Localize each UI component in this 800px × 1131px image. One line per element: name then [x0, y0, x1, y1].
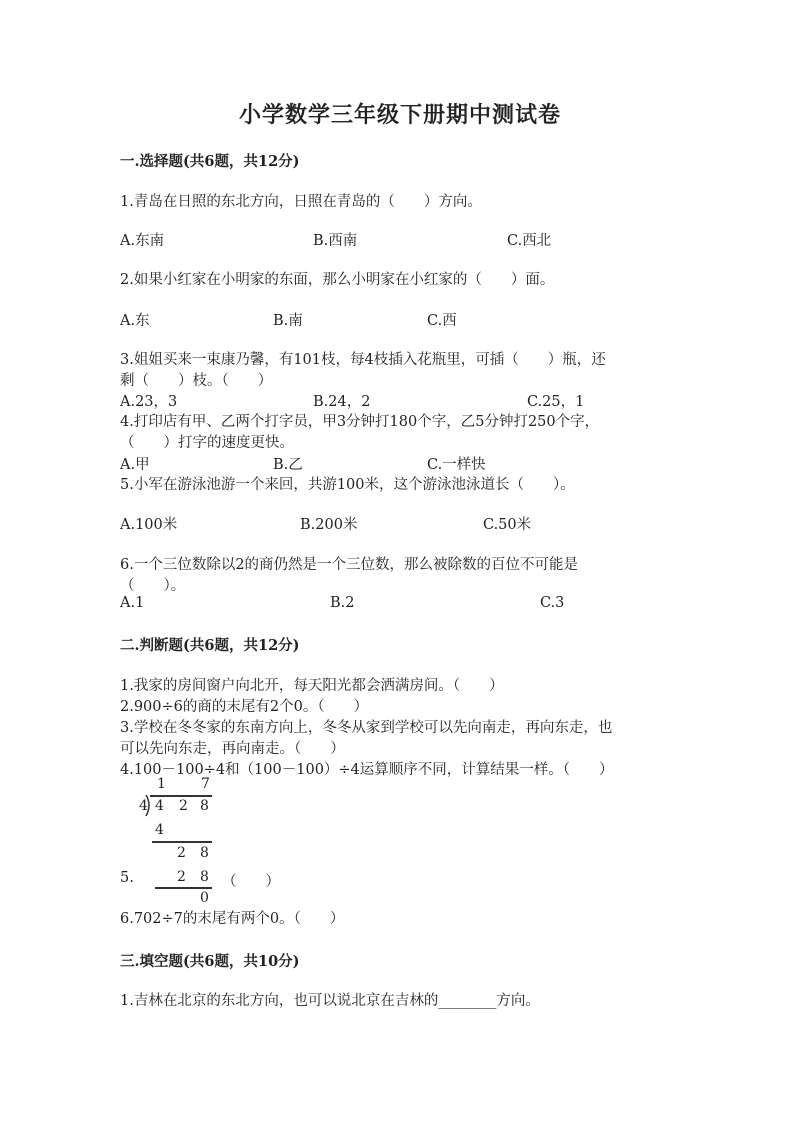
- final-remainder: 0: [200, 890, 209, 906]
- s1-q3-option-b: B.24，2: [313, 394, 371, 410]
- s1-q4-option-b: B.乙: [273, 457, 303, 473]
- subtract-line-1: [152, 841, 212, 843]
- s1-q4-option-c: C.一样快: [427, 457, 486, 473]
- s1-q1-option-b: B.西南: [313, 233, 358, 249]
- page-title: 小学数学三年级下册期中测试卷: [238, 102, 561, 128]
- s2-q3-line2: 可以先向东走，再向南走。（ ）: [120, 741, 345, 757]
- quotient-digit-1: 1: [157, 776, 166, 792]
- s2-q1-text: 1.我家的房间窗户向北开，每天阳光都会洒满房间。（ ）: [120, 678, 504, 694]
- s2-q6-text: 6.702÷7的末尾有两个0。（ ）: [120, 911, 345, 927]
- s1-q6-option-a: A.1: [120, 595, 145, 611]
- section-1-heading: 一.选择题(共6题，共12分): [120, 153, 300, 170]
- remainder-digit-1: 2: [177, 845, 186, 861]
- s1-q3-option-c: C.25，1: [527, 394, 585, 410]
- s1-q3-line1: 3.姐姐买来一束康乃馨，有101枝，每4枝插入花瓶里，可插（ ）瓶，还: [120, 352, 606, 368]
- subtract-2-digit-2: 8: [200, 869, 209, 885]
- dividend-digit-1: 4: [155, 798, 164, 814]
- division-bar: [150, 795, 212, 797]
- s1-q1-option-c: C.西北: [507, 233, 552, 249]
- s1-q1-option-a: A.东南: [120, 233, 165, 249]
- s1-q5-text: 5.小军在游泳池游一个来回，共游100米，这个游泳池泳道长（ ）。: [120, 477, 575, 493]
- s2-q5-paren: （ ）: [222, 874, 280, 890]
- s1-q5-option-c: C.50米: [483, 517, 532, 533]
- division-bracket: [145, 795, 153, 817]
- section-2-heading: 二.判断题(共6题，共12分): [120, 637, 300, 654]
- s2-q2-text: 2.900÷6的商的末尾有2个0。（ ）: [120, 699, 369, 715]
- s1-q4-line2: （ ）打字的速度更快。: [120, 435, 294, 451]
- s2-q3-line1: 3.学校在冬冬家的东南方向上，冬冬从家到学校可以先向南走，再向东走，也: [120, 720, 613, 736]
- dividend-digit-2: 2: [179, 798, 188, 814]
- s1-q6-line1: 6.一个三位数除以2的商仍然是一个三位数，那么被除数的百位不可能是: [120, 557, 579, 573]
- s1-q5-option-a: A.100米: [120, 517, 178, 533]
- remainder-digit-2: 8: [200, 845, 209, 861]
- subtract-line-2: [155, 887, 212, 889]
- subtract-1: 4: [155, 822, 164, 838]
- s1-q5-option-b: B.200米: [300, 517, 358, 533]
- s1-q2-text: 2.如果小红家在小明家的东面，那么小明家在小红家的（ ）面。: [120, 272, 555, 288]
- s1-q4-option-a: A.甲: [120, 457, 150, 473]
- s1-q6-line2: （ ）。: [120, 578, 186, 594]
- subtract-2-digit-1: 2: [177, 869, 186, 885]
- s1-q4-line1: 4.打印店有甲、乙两个打字员，甲3分钟打180个字，乙5分钟打250个字，: [120, 414, 600, 430]
- s3-q1-text: 1.吉林在北京的东北方向，也可以说北京在吉林的________方向。: [120, 993, 540, 1009]
- s1-q1-text: 1.青岛在日照的东北方向，日照在青岛的（ ）方向。: [120, 194, 482, 210]
- s2-q4-text: 4.100－100÷4和（100－100）÷4运算顺序不同，计算结果一样。（ ）: [120, 762, 614, 778]
- s1-q6-option-c: C.3: [540, 595, 565, 611]
- section-3-heading: 三.填空题(共6题，共10分): [120, 953, 300, 970]
- s1-q3-line2: 剩（ ）枝。（ ）: [120, 373, 273, 389]
- dividend-digit-3: 8: [200, 798, 209, 814]
- s2-q5-label: 5.: [120, 870, 134, 886]
- divisor: 4: [139, 798, 148, 814]
- s1-q3-option-a: A.23，3: [120, 394, 178, 410]
- s1-q2-option-c: C.西: [427, 313, 457, 329]
- quotient-digit-2: 7: [201, 776, 210, 792]
- s1-q2-option-b: B.南: [273, 313, 303, 329]
- s1-q2-option-a: A.东: [120, 313, 150, 329]
- s1-q6-option-b: B.2: [330, 595, 355, 611]
